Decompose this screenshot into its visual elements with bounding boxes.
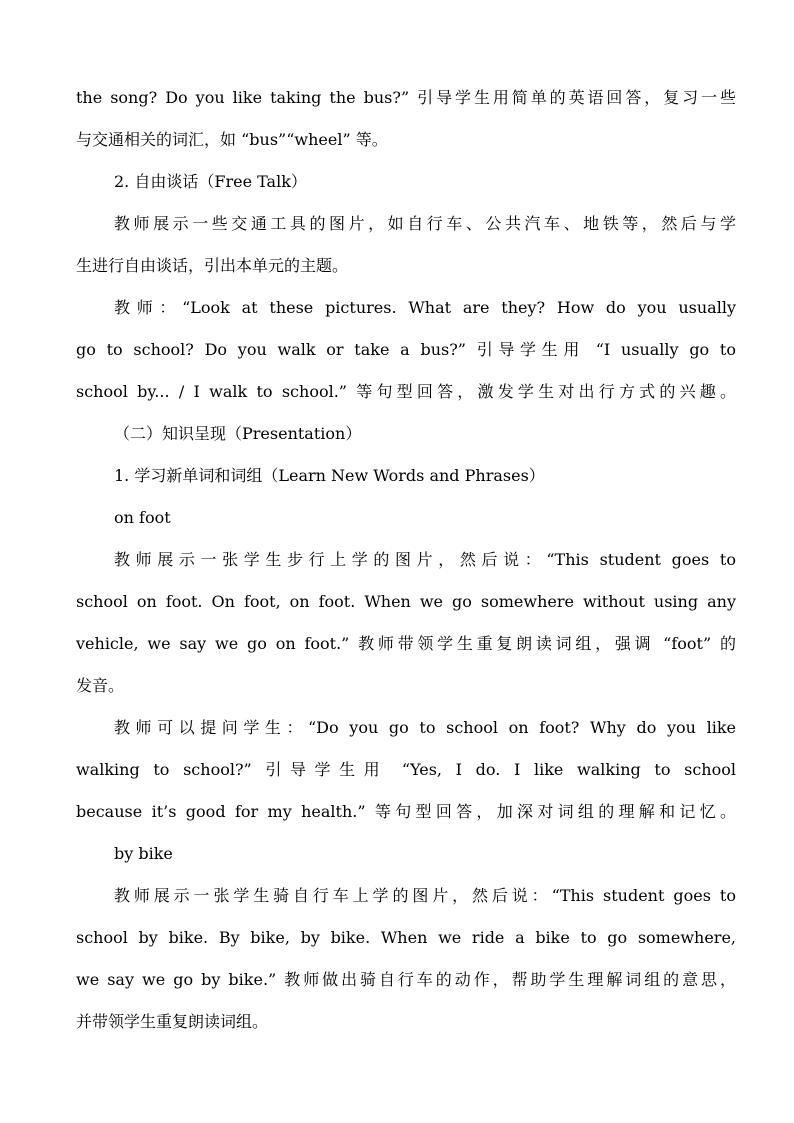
paragraph-line: the song? Do you like taking the bus?” 引导学生用简单的英语回答，复习一些 bbox=[76, 88, 736, 107]
paragraph-line: 并带领学生重复朗读词组。 bbox=[76, 1012, 269, 1031]
section-heading: （二）知识呈现（Presentation） bbox=[114, 424, 362, 443]
paragraph-line: 教师展示一张学生步行上学的图片，然后说：“This student goes to bbox=[114, 550, 736, 569]
phrase-heading: on foot bbox=[114, 508, 171, 527]
paragraph-line: 教师：“Look at these pictures. What are they? How do you usually bbox=[114, 298, 736, 317]
paragraph-line: school on foot. On foot, on foot. When we go somewhere without using any bbox=[76, 592, 736, 611]
phrase-heading: by bike bbox=[114, 844, 173, 863]
section-heading: 1. 学习新单词和词组（Learn New Words and Phrases） bbox=[114, 466, 545, 485]
paragraph-line: 生进行自由谈话，引出本单元的主题。 bbox=[76, 256, 349, 275]
paragraph-line: walking to school?” 引导学生用 “Yes, I do. I like walking to school bbox=[76, 760, 736, 779]
paragraph-line: school by... / I walk to school.” 等句型回答，激发学生对出行方式的兴趣。 bbox=[76, 382, 736, 401]
paragraph-line: 与交通相关的词汇，如 “bus”“wheel” 等。 bbox=[76, 130, 388, 149]
section-heading: 2. 自由谈话（Free Talk） bbox=[114, 172, 307, 191]
paragraph-line: vehicle, we say we go on foot.” 教师带领学生重复朗读词组，强调 “foot” 的 bbox=[76, 634, 736, 653]
paragraph-line: we say we go by bike.” 教师做出骑自行车的动作，帮助学生理解词组的意思， bbox=[76, 970, 736, 989]
paragraph-line: 教师展示一张学生骑自行车上学的图片，然后说：“This student goes to bbox=[114, 886, 736, 905]
paragraph-line: because it’s good for my health.” 等句型回答，加深对词组的理解和记忆。 bbox=[76, 802, 736, 821]
paragraph-line: 教师可以提问学生：“Do you go to school on foot? Why do you like bbox=[114, 718, 736, 737]
paragraph-line: 发音。 bbox=[76, 676, 125, 695]
paragraph-line: school by bike. By bike, by bike. When we ride a bike to go somewhere, bbox=[76, 928, 736, 947]
paragraph-line: 教师展示一些交通工具的图片，如自行车、公共汽车、地铁等，然后与学 bbox=[114, 214, 736, 233]
paragraph-line: go to school? Do you walk or take a bus?” 引导学生用 “I usually go to bbox=[76, 340, 736, 359]
